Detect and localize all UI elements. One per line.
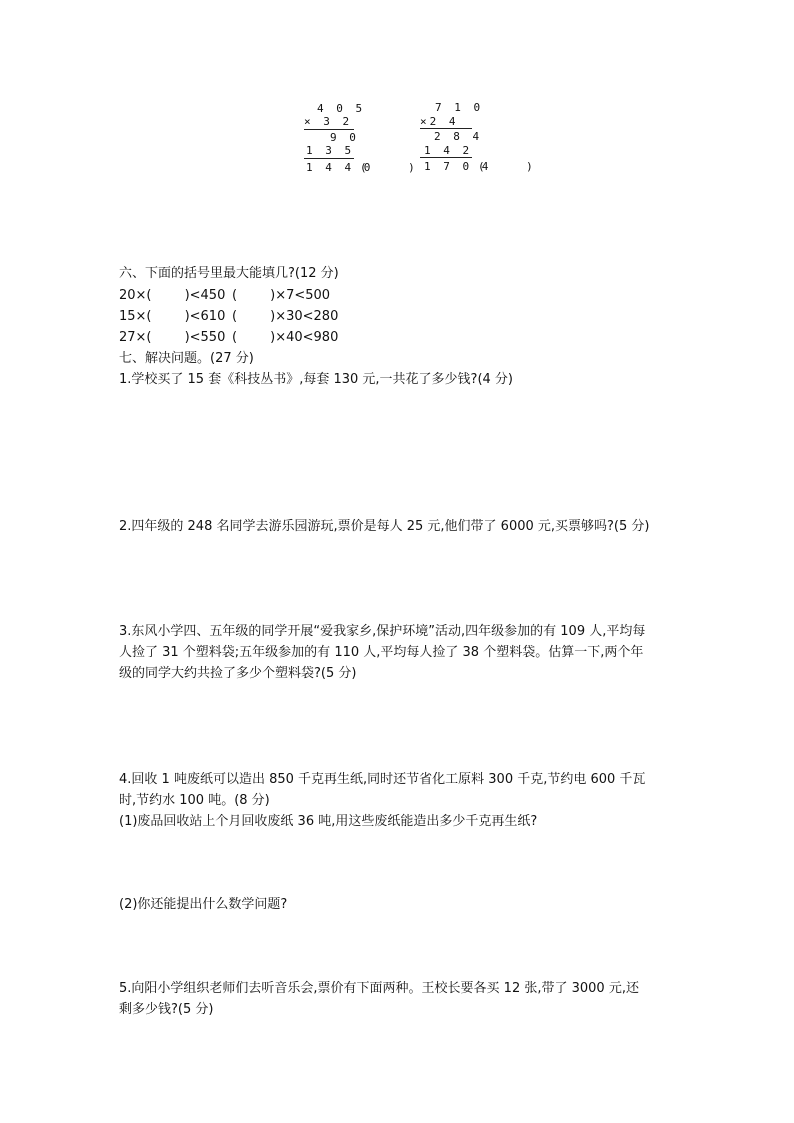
partial-product-1: 9 0 [330, 131, 359, 144]
product-line [304, 129, 354, 130]
sum-line [304, 158, 354, 159]
vertical-multiplication-2 [418, 100, 536, 180]
question-1: 1.学校买了 15 套《科技丛书》,每套 130 元,一共花了多少钱?(4 分) [119, 372, 513, 387]
question-4-line-1: 4.回收 1 吨废纸可以造出 850 千克再生纸,同时还节省化工原料 300 千克,节约电 600 千瓦 [119, 772, 646, 787]
question-2: 2.四年级的 248 名同学去游乐园游玩,票价是每人 25 元,他们带了 6000 元,买票够吗?(5 分) [119, 519, 650, 534]
result: 1 4 4 0 [306, 161, 374, 174]
multiplicand: 7 1 0 [435, 101, 484, 114]
question-4-subquestion-2: (2)你还能提出什么数学问题? [119, 897, 288, 912]
section-6-heading: 六、下面的括号里最大能填几?(12 分) [119, 266, 339, 281]
question-3-line-2: 人捡了 31 个塑料袋;五年级参加的有 110 人,平均每人捡了 38 个塑料袋。估算一下,两个年 [119, 645, 644, 660]
multiplier: ×2 4 [420, 115, 459, 128]
section-7-heading: 七、解决问题。(27 分) [119, 351, 254, 366]
multiplicand: 4 0 5 [317, 102, 366, 115]
question-4-subquestion-1: (1)废品回收站上个月回收废纸 36 吨,用这些废纸能造出多少千克再生纸? [119, 814, 538, 829]
sum-line [420, 157, 472, 158]
inequality-row-3-right[interactable]: ( )×40<980 [232, 330, 339, 345]
result: 1 7 0 4 [424, 160, 492, 173]
question-4-line-2: 时,节约水 100 吨。(8 分) [119, 793, 270, 808]
partial-product-1: 2 8 4 [434, 130, 483, 143]
inequality-row-1-right[interactable]: ( )×7<500 [232, 288, 331, 303]
question-3-line-1: 3.东风小学四、五年级的同学开展“爱我家乡,保护环境”活动,四年级参加的有 109 人,平均每 [119, 624, 646, 639]
question-3-line-3: 级的同学大约共捡了多少个塑料袋?(5 分) [119, 666, 357, 681]
answer-blank[interactable]: ( ) [478, 160, 536, 173]
partial-product-2: 1 4 2 [424, 144, 473, 157]
inequality-row-3-left[interactable]: 27×( )<550 [119, 330, 226, 345]
inequality-row-2-right[interactable]: ( )×30<280 [232, 309, 339, 324]
question-5-line-1: 5.向阳小学组织老师们去听音乐会,票价有下面两种。王校长要各买 12 张,带了 3000 元,还 [119, 981, 639, 996]
multiplier: × 3 2 [304, 115, 353, 128]
answer-blank[interactable]: ( ) [360, 161, 418, 174]
product-line [420, 128, 472, 129]
question-5-line-2: 剩多少钱?(5 分) [119, 1002, 214, 1017]
vertical-multiplication-1 [300, 100, 418, 180]
inequality-row-1-left[interactable]: 20×( )<450 [119, 288, 226, 303]
partial-product-2: 1 3 5 [306, 144, 355, 157]
inequality-row-2-left[interactable]: 15×( )<610 [119, 309, 226, 324]
